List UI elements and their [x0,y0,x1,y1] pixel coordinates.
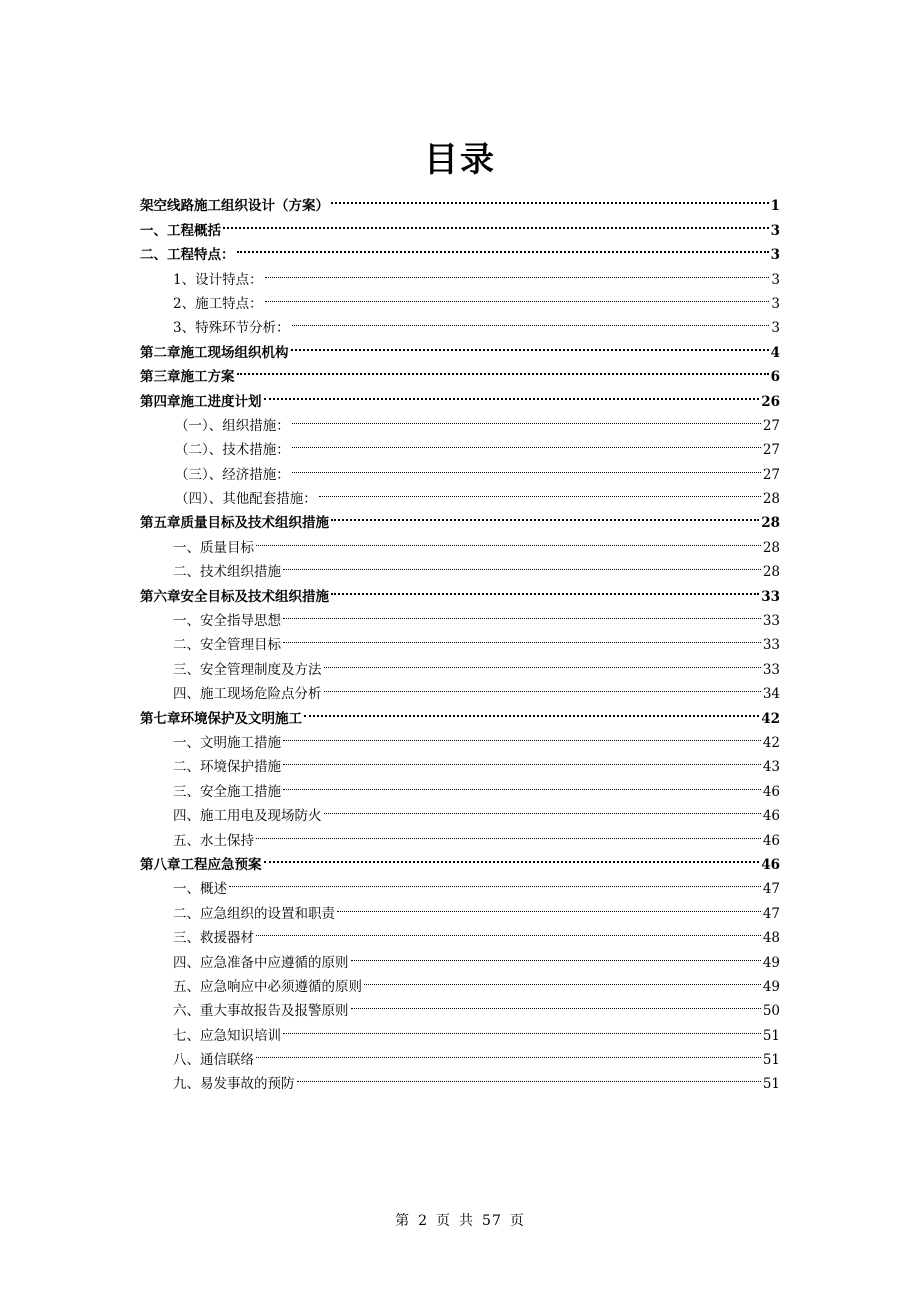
toc-entry-text: 一、概述 [173,881,227,898]
toc-dot-leader [331,576,759,600]
footer-page-label: 第 [395,1213,411,1229]
toc-entry-page-number: 3 [771,295,780,312]
toc-dot-leader [265,284,770,308]
footer-current-page: 2 [418,1213,429,1229]
toc-dot-leader [265,259,770,283]
toc-entry-page-number: 27 [762,417,780,434]
toc-entry-text: 二、安全管理目标 [173,637,281,654]
toc-entry-text: 第二章施工现场组织机构 [140,344,289,361]
toc-dot-leader [283,625,761,649]
toc-entry-text: 二、应急组织的设置和职责 [173,905,335,922]
toc-entry-text: （一）、组织措施： [175,417,290,434]
toc-entry-text: 二、技术组织措施 [173,564,281,581]
toc-entry-text: 3、特殊环节分析： [173,320,290,337]
toc-entry[interactable] [140,210,780,239]
toc-entry-text: 六、重大事故报告及报警原则 [173,1003,349,1020]
toc-dot-leader [283,771,761,795]
toc-dot-leader [292,308,770,332]
toc-entry-page-number: 49 [762,954,780,971]
toc-dot-leader [283,601,761,625]
toc-entry-page-number: 3 [771,320,780,337]
toc-entry-page-number: 46 [762,783,780,800]
footer-total-pages: 57 [482,1213,502,1229]
toc-entry-text: 八、通信联络 [173,1052,254,1069]
toc-dot-leader [292,454,761,478]
toc-dot-leader [304,698,759,722]
toc-entry-page-number: 3 [770,222,780,239]
toc-entry-page-number: 28 [761,515,780,532]
toc-entry-page-number: 43 [762,759,780,776]
toc-entry-text: （四）、其他配套措施： [175,491,317,508]
toc-dot-leader [324,796,761,820]
toc-entry-text: 第七章环境保护及文明施工 [140,710,302,727]
toc-entry-text: 三、救援器材 [173,930,254,947]
toc-entry-text: 第八章工程应急预案 [140,856,262,873]
toc-dot-leader [264,381,760,405]
toc-entry-page-number: 33 [761,588,780,605]
toc-entry-text: 第五章质量目标及技术组织措施 [140,515,329,532]
toc-dot-leader [364,967,761,991]
toc-entry[interactable] [140,357,780,386]
footer-page-unit: 页 [436,1213,452,1229]
toc-entry-page-number: 33 [762,637,780,654]
toc-dot-leader [264,845,760,869]
toc-entry[interactable] [140,235,780,264]
page-footer [0,1210,920,1230]
toc-entry[interactable] [140,186,780,215]
toc-entry-page-number: 42 [762,734,780,751]
toc-entry-page-number: 50 [762,1003,780,1020]
toc-entry[interactable] [140,869,780,898]
toc-dot-leader [283,1015,761,1039]
toc-entry-text: （三）、经济措施： [175,466,290,483]
toc-entry[interactable] [140,381,780,410]
toc-entry-text: 三、安全管理制度及方法 [173,661,322,678]
toc-dot-leader [256,918,761,942]
toc-entry-page-number: 1 [770,198,780,215]
toc-entry-page-number: 28 [762,539,780,556]
toc-entry-text: 一、质量目标 [173,539,254,556]
toc-entry-page-number: 46 [762,832,780,849]
toc-entry-page-number: 51 [762,1027,780,1044]
toc-dot-leader [223,210,769,234]
toc-entry-text: 三、安全施工措施 [173,783,281,800]
toc-entry-text: 四、施工用电及现场防火 [173,808,322,825]
toc-entry-text: 二、工程特点： [140,247,235,264]
toc-entry-page-number: 28 [762,564,780,581]
toc-entry-page-number: 3 [770,247,780,264]
toc-dot-leader [351,942,761,966]
toc-entry-text: 二、环境保护措施 [173,759,281,776]
toc-entry-page-number: 3 [771,271,780,288]
toc-entry-page-number: 33 [762,661,780,678]
toc-dot-leader [324,649,761,673]
toc-entry-text: 第六章安全目标及技术组织措施 [140,588,329,605]
toc-entry-text: （二）、技术措施： [175,442,290,459]
toc-dot-leader [256,527,761,551]
toc-entry-page-number: 33 [762,613,780,630]
toc-entry-text: 一、工程概括 [140,222,221,239]
toc-entry-page-number: 27 [762,442,780,459]
toc-dot-leader [331,503,759,527]
toc-list [140,186,780,1093]
toc-dot-leader [319,479,761,503]
toc-entry-text: 四、应急准备中应遵循的原则 [173,954,349,971]
toc-dot-leader [291,332,769,356]
footer-total-unit: 页 [509,1213,525,1229]
toc-entry-page-number: 51 [762,1076,780,1093]
toc-entry-page-number: 26 [761,393,780,410]
toc-entry-page-number: 47 [762,905,780,922]
toc-entry-page-number: 28 [762,491,780,508]
toc-dot-leader [283,747,761,771]
toc-entry-text: 第三章施工方案 [140,369,235,386]
toc-dot-leader [292,430,761,454]
toc-dot-leader [337,893,761,917]
toc-dot-leader [324,674,761,698]
toc-dot-leader [256,1040,761,1064]
toc-entry-page-number: 42 [761,710,780,727]
toc-entry-text: 1、设计特点： [173,271,263,288]
toc-entry-text: 第四章施工进度计划 [140,393,262,410]
toc-entry-page-number: 27 [762,466,780,483]
toc-title: 目录 [424,140,496,180]
toc-entry-text: 2、施工特点： [173,295,263,312]
toc-dot-leader [297,1064,761,1088]
footer-total-label: 共 [459,1213,475,1229]
toc-entry-text: 五、水土保持 [173,832,254,849]
toc-entry-page-number: 34 [762,686,780,703]
toc-entry-page-number: 46 [762,808,780,825]
toc-entry-text: 四、施工现场危险点分析 [173,686,322,703]
toc-dot-leader [237,357,769,381]
toc-entry-text: 一、文明施工措施 [173,734,281,751]
toc-entry-text: 五、应急响应中必须遵循的原则 [173,978,362,995]
toc-entry-text: 架空线路施工组织设计（方案） [140,198,329,215]
toc-dot-leader [351,991,761,1015]
toc-entry[interactable] [140,893,780,922]
toc-entry-page-number: 46 [761,856,780,873]
toc-dot-leader [229,869,761,893]
toc-dot-leader [292,406,761,430]
toc-dot-leader [256,820,761,844]
toc-dot-leader [237,235,769,259]
toc-entry-page-number: 4 [770,344,780,361]
toc-entry-page-number: 51 [762,1052,780,1069]
toc-entry-page-number: 48 [762,930,780,947]
toc-entry-page-number: 49 [762,978,780,995]
toc-entry-page-number: 47 [762,881,780,898]
toc-entry-text: 九、易发事故的预防 [173,1076,295,1093]
toc-entry-page-number: 6 [770,369,780,386]
toc-entry[interactable] [140,259,780,288]
toc-entry-text: 七、应急知识培训 [173,1027,281,1044]
toc-dot-leader [283,723,761,747]
toc-dot-leader [331,186,769,210]
toc-entry-text: 一、安全指导思想 [173,613,281,630]
toc-dot-leader [283,552,761,576]
